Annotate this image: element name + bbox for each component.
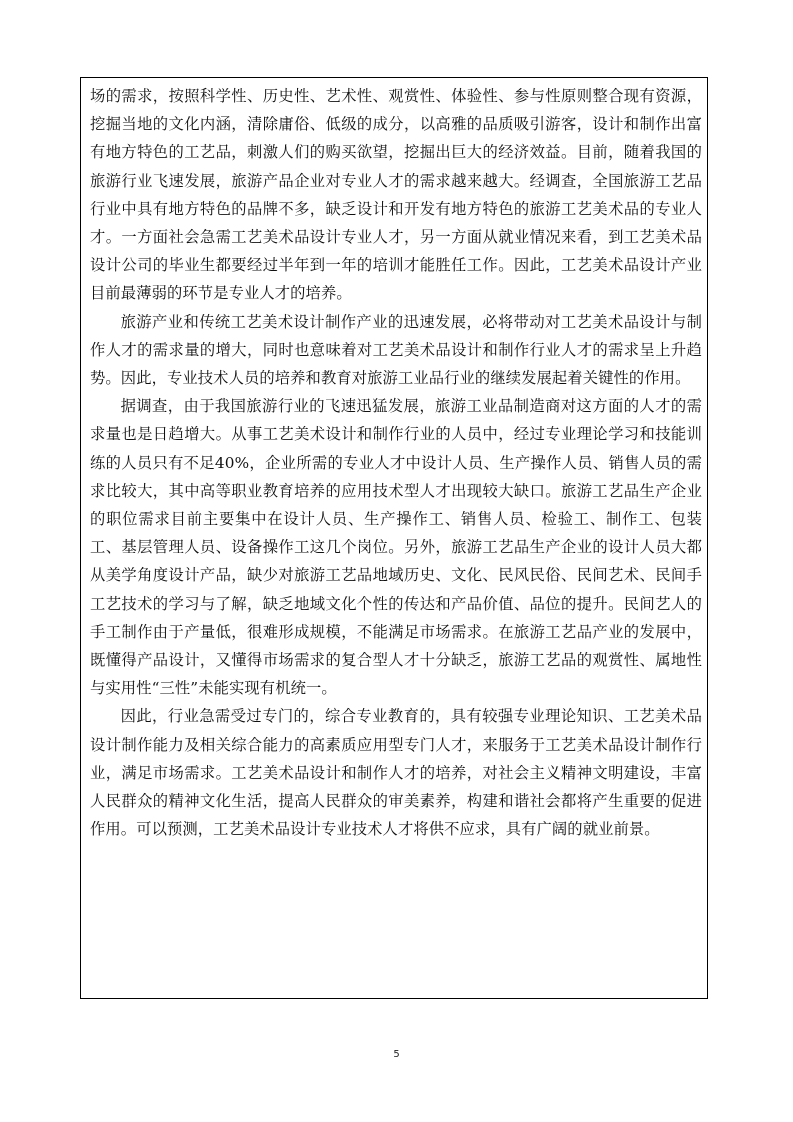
- page-number: 5: [393, 1049, 400, 1060]
- paragraph-1: 场的需求，按照科学性、历史性、艺术性、观赏性、体验性、参与性原则整合现有资源，挖掘当地的文化内涵，清除庸俗、低级的成分，以高雅的品质吸引游客，设计和制作出富有地方特色的工艺品，刺激人们的购买欲望，挖掘出巨大的经济效益。目前，随着我国的旅游行业飞速发展，旅游产品企业对专业人才的需求越来越大。经调查，全国旅游工艺品行业中具有地方特色的品牌不多，缺乏设计和开发有地方特色的旅游工艺美术品的专业人才。一方面社会急需工艺美术品设计专业人才，另一方面从就业情况来看，到工艺美术品设计公司的毕业生都要经过半年到一年的培训才能胜任工作。因此，工艺美术品设计产业目前最薄弱的环节是专业人才的培养。: [90, 87, 702, 303]
- document-body: [90, 82, 702, 843]
- paragraph-2: 旅游产业和传统工艺美术设计制作产业的迅速发展，必将带动对工艺美术品设计与制作人才的需求量的增大，同时也意味着对工艺美术品设计和制作行业人才的需求呈上升趋势。因此，专业技术人员的培养和教育对旅游工业品行业的继续发展起着关键性的作用。: [90, 312, 702, 388]
- paragraph-3: 据调查，由于我国旅游行业的飞速迅猛发展，旅游工业品制造商对这方面的人才的需求量也是日趋增大。从事工艺美术设计和制作行业的人员中，经过专业理论学习和技能训练的人员只有不足40%，企业所需的专业人才中设计人员、生产操作人员、销售人员的需求比较大，其中高等职业教育培养的应用技术型人才出现较大缺口。旅游工艺品生产企业的职位需求目前主要集中在设计人员、生产操作工、销售人员、检验工、制作工、包装工、基层管理人员、设备操作工这几个岗位。另外，旅游工艺品生产企业的设计人员大都从美学角度设计产品，缺少对旅游工艺品地域历史、文化、民风民俗、民间艺术、民间手工艺技术的学习与了解，缺乏地域文化个性的传达和产品价值、品位的提升。民间艺人的手工制作由于产量低，很难形成规模，不能满足市场需求。在旅游工艺品产业的发展中，既懂得产品设计，又懂得市场需求的复合型人才十分缺乏，旅游工艺品的观赏性、属地性与实用性“三性”未能实现有机统一。: [90, 397, 702, 698]
- paragraph-4: 因此，行业急需受过专门的，综合专业教育的，具有较强专业理论知识、工艺美术品设计制作能力及相关综合能力的高素质应用型专门人才，来服务于工艺美术品设计制作行业，满足市场需求。工艺美术品设计和制作人才的培养，对社会主义精神文明建设，丰富人民群众的精神文化生活，提高人民群众的审美素养，构建和谐社会都将产生重要的促进作用。可以预测，工艺美术品设计专业技术人才将供不应求，具有广阔的就业前景。: [90, 707, 702, 839]
